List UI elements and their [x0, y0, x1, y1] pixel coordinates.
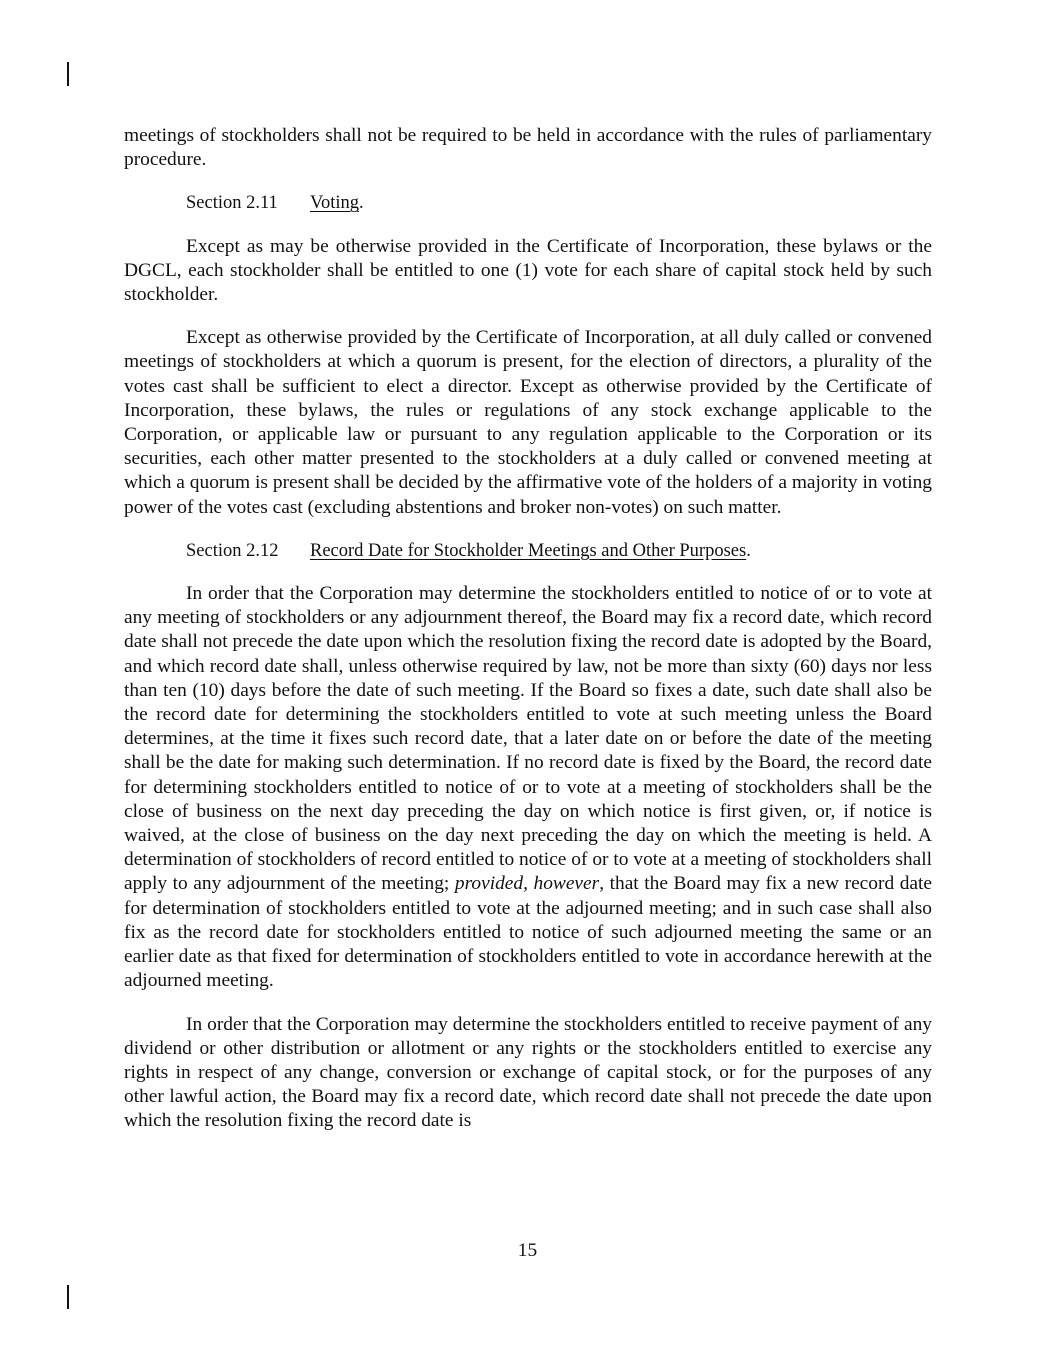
paragraph-intro: meetings of stockholders shall not be required to be held in accordance with the rules of parliamentary procedure. [124, 125, 932, 171]
italic-proviso: provided, however [454, 873, 600, 895]
section-title: Voting [310, 193, 360, 214]
margin-mark-bottom [67, 1285, 69, 1309]
page-body [124, 124, 932, 1153]
margin-mark-top [67, 62, 69, 86]
section-heading-2-11 [186, 191, 932, 215]
paragraph-record-date-1 [124, 582, 932, 993]
section-number: Section 2.12 [186, 540, 279, 561]
paragraph-voting-1: Except as may be otherwise provided in the Certificate of Incorporation, these bylaws or the DGCL, each stockholder shall be entitled to one (1) vote for each share of capital stock held by such stockholder. [124, 235, 932, 306]
section-title-period: . [359, 193, 364, 214]
paragraph-voting-2: Except as otherwise provided by the Certificate of Incorporation, at all duly called or convened meetings of stockholders at which a quorum is present, for the election of directors, a plurality of the votes cast shall be sufficient to elect a director. Except as otherwise provided by the Certificate of Incorporation, these bylaws, the rules or regulations of any stock exchange applicable to the Corporation, or applicable law or pursuant to any regulation applicable to the Corporation or its securities, each other matter presented to the stockholders at a duly called or convened meeting at which a quorum is present shall be decided by the affirmative vote of the holders of a majority in voting power of the votes cast (excluding abstentions and broker non-votes) on such matter. [124, 327, 932, 518]
paragraph-text: In order that the Corporation may determine the stockholders entitled to notice of or to vote at any meeting of stockholders or any adjournment thereof, the Board may fix a record date, which record date shall not precede the date upon which the resolution fixing the record date is adopted by the Board, and which record date shall, unless otherwise required by law, not be more than sixty (60) days nor less than ten (10) days before the date of such meeting. If the Board so fixes a date, such date shall also be the record date for determining the stockholders entitled to vote at such meeting unless the Board determines, at the time it fixes such record date, that a later date on or before the date of the meeting shall be the date for making such determination. If no record date is fixed by the Board, the record date for determining stockholders entitled to notice of or to vote at a meeting of stockholders shall be the close of business on the next day preceding the day on which notice is first given, or, if notice is waived, at the close of business on the day next preceding the day on which the meeting is held. A determination of stockholders of record entitled to notice of or to vote at a meeting of stockholders shall apply to any adjournment of the meeting; [124, 583, 932, 895]
section-title-period: . [746, 540, 751, 561]
section-heading-2-12 [186, 539, 932, 563]
paragraph-text: , that the Board may fix a new record date for determination of stockholders entitled to vote at the adjourned meeting; and in such case shall also fix as the record date for stockholders entitled to notice of such adjourned meeting the same or an earlier date as that fixed for determination of stockholders entitled to vote in accordance herewith at the adjourned meeting. [124, 873, 933, 992]
section-number: Section 2.11 [186, 193, 278, 214]
section-title: Record Date for Stockholder Meetings and Other Purposes [310, 540, 747, 561]
paragraph-record-date-2: In order that the Corporation may determine the stockholders entitled to receive payment of any dividend or other distribution or allotment or any rights or the stockholders entitled to exercise any rights in respect of any change, conversion or exchange of capital stock, or for the purposes of any other lawful action, the Board may fix a record date, which record date shall not precede the date upon which the resolution fixing the record date is [124, 1013, 932, 1132]
page-number: 15 [517, 1240, 538, 1261]
